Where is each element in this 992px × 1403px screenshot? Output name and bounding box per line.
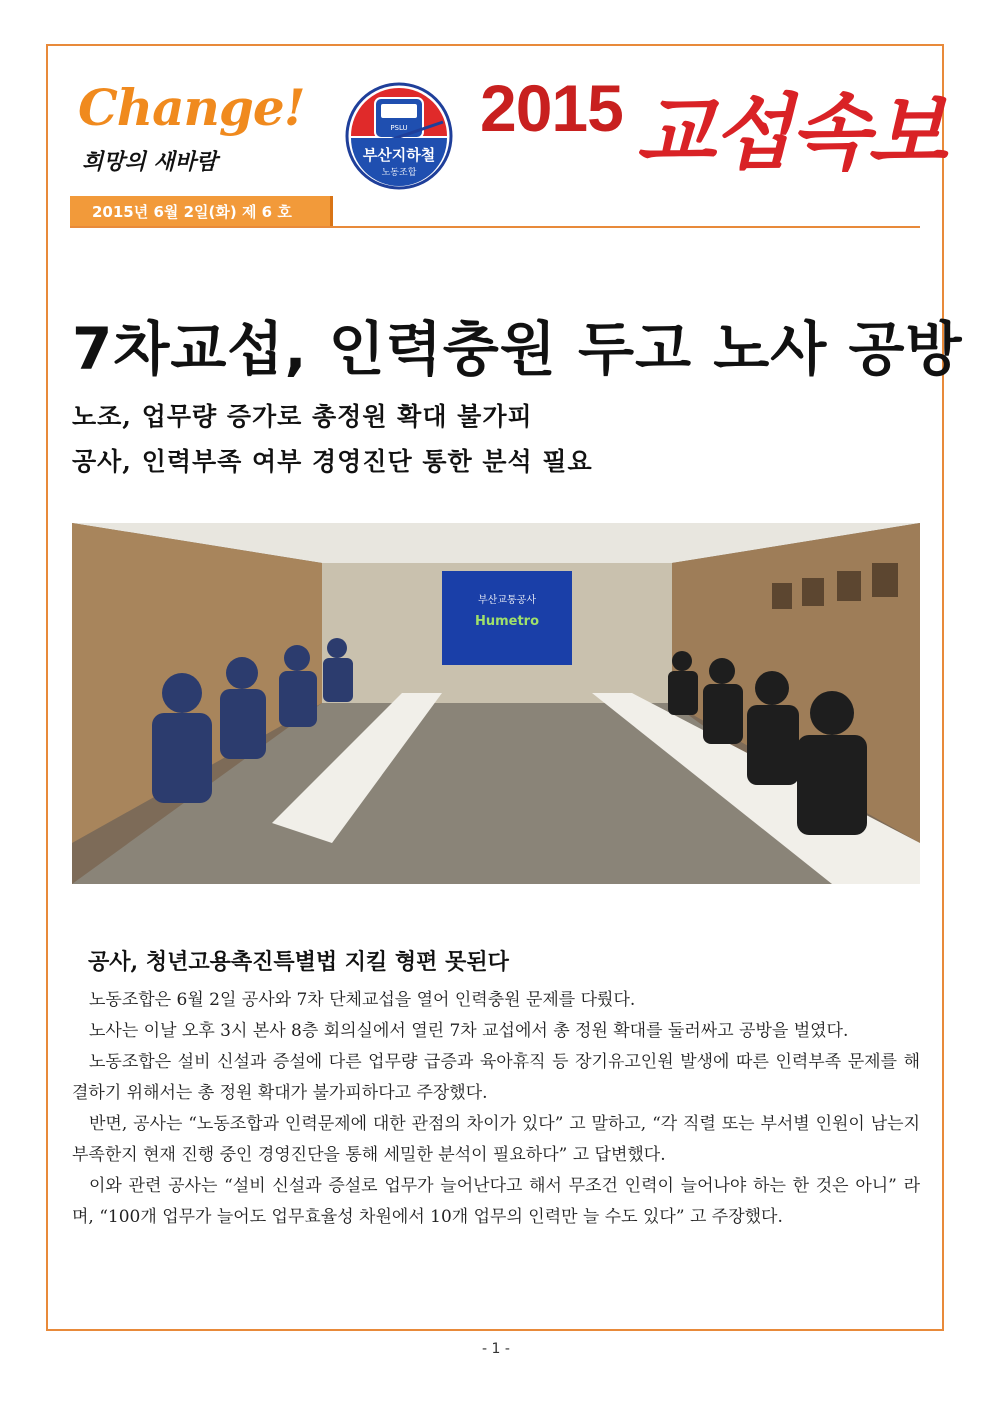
section-title: 공사, 청년고용촉진특별법 지킬 형편 못된다	[88, 949, 509, 975]
change-title: Change!	[78, 78, 305, 137]
divider	[70, 226, 920, 228]
paragraph: 노동조합은 설비 신설과 증설에 다른 업무량 급증과 육아휴직 등 장기유고인원 발생에 따른 인력부족 문제를 해결하기 위해서는 총 정원 확대가 불가피하다고 주장했다.	[72, 1052, 920, 1103]
paragraph: 노동조합은 6월 2일 공사와 7차 단체교섭을 열어 인력충원 문제를 다뤘다.	[89, 990, 636, 1010]
masthead-year: 2015	[480, 71, 623, 145]
paragraph: 반면, 공사는 “노동조합과 인력문제에 대한 관점의 차이가 있다” 고 말하고, “각 직렬 또는 부서별 인원이 남는지 부족한지 현재 진행 중인 경영진단을 통해 세밀한 분석이 필요하다” 고 답변했다.	[72, 1114, 920, 1165]
photo-banner-line1: 부산교통공사	[478, 595, 536, 606]
subhead-company: 공사, 인력부족 여부 경영진단 통한 분석 필요	[72, 447, 593, 476]
article-body	[72, 985, 920, 1233]
photo-banner-line2: Humetro	[474, 614, 540, 629]
union-logo	[345, 82, 453, 190]
logo-bottom-text: 부산지하철	[362, 146, 436, 164]
page-number: - 1 -	[482, 1341, 510, 1357]
paragraph: 이와 관련 공사는 “설비 신설과 증설로 업무가 늘어난다고 해서 무조건 인력이 늘어나야 하는 한 것은 아니” 라며, “100개 업무가 늘어도 업무효율성 차원에서 10개 업무의 인력만 늘 수도 있다” 고 주장했다.	[72, 1176, 920, 1227]
meeting-photo	[72, 523, 920, 884]
paragraph: 노사는 이날 오후 3시 본사 8층 회의실에서 열린 7차 교섭에서 총 정원 확대를 둘러싸고 공방을 벌였다.	[89, 1021, 849, 1041]
subhead-union: 노조, 업무량 증가로 총정원 확대 불가피	[72, 402, 533, 431]
logo-sub-text: 노동조합	[381, 168, 417, 178]
headline: 7차교섭, 인력충원 두고 노사 공방	[72, 315, 963, 383]
masthead-title: 교섭속보	[636, 85, 945, 181]
slogan: 희망의 새바람	[82, 149, 218, 175]
logo-top-text: PSLU	[390, 124, 408, 132]
date-issue-bar: 2015년 6월 2일(화) 제 6 호	[70, 196, 333, 226]
